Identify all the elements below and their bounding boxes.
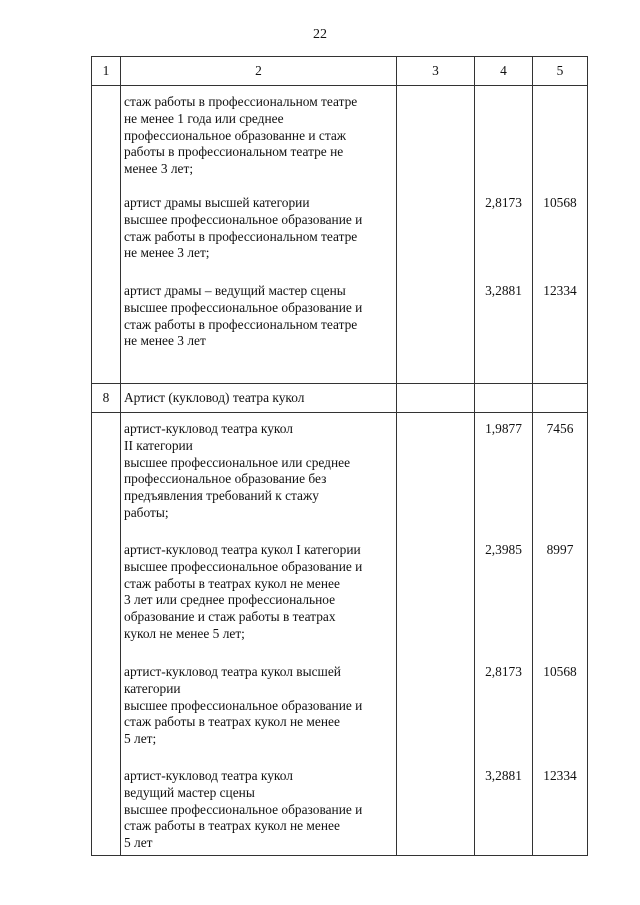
header-cell: 4 bbox=[475, 57, 533, 86]
coefficient-value: 2,8173 bbox=[485, 195, 522, 210]
position-cell bbox=[121, 86, 397, 384]
salary-value: 8997 bbox=[546, 542, 574, 557]
header-cell: 1 bbox=[92, 57, 121, 86]
salary-value: 7456 bbox=[546, 421, 574, 436]
coefficient-value: 2,3985 bbox=[485, 542, 522, 557]
entry-text: артист-кукловод театра кукол высшей категории высшее профессиональное образование и стаж работы в театрах кукол не менее 5 лет; bbox=[124, 664, 363, 747]
salary-value: 12334 bbox=[543, 768, 577, 783]
empty-cell bbox=[397, 413, 475, 856]
entry-text: артист-кукловод театра кукол I категории высшее профессиональное образование и стаж работы в театрах кукол не менее 3 лет или среднее профессиональное образование и стаж работы в театрах кукол не менее 5 лет; bbox=[124, 542, 363, 641]
table-row bbox=[92, 413, 588, 856]
row-number-cell bbox=[92, 86, 121, 384]
salary-value: 10568 bbox=[543, 195, 577, 210]
entry-text: артист драмы высшей категории высшее профессиональное образование и стаж работы в профессиональном театре не менее 3 лет; bbox=[124, 195, 363, 261]
row-number-cell bbox=[92, 413, 121, 856]
table-row bbox=[92, 86, 588, 384]
header-cell: 2 bbox=[121, 57, 397, 86]
header-cell: 3 bbox=[397, 57, 475, 86]
entry-text: артист-кукловод театра кукол ведущий мастер сцены высшее профессиональное образование и стаж работы в театрах кукол не менее 5 лет bbox=[124, 768, 363, 851]
salary-table bbox=[91, 56, 588, 856]
section-title-text: Артист (кукловод) театра кукол bbox=[124, 390, 305, 405]
table-header-row bbox=[92, 57, 588, 86]
section-title bbox=[121, 384, 397, 413]
section-row bbox=[92, 384, 588, 413]
position-cell bbox=[121, 413, 397, 856]
page-number: 22 bbox=[313, 27, 327, 42]
coefficient-cell bbox=[475, 86, 533, 384]
coefficient-value: 3,2881 bbox=[485, 283, 522, 298]
salary-cell bbox=[533, 86, 588, 384]
empty-cell bbox=[397, 86, 475, 384]
coefficient-value: 1,9877 bbox=[485, 421, 522, 436]
coefficient-cell bbox=[475, 413, 533, 856]
section-number: 8 bbox=[92, 384, 121, 413]
empty-cell bbox=[397, 384, 475, 413]
empty-cell bbox=[533, 384, 588, 413]
entry-text: артист-кукловод театра кукол II категории высшее профессиональное или среднее профессиональное образование без предъявления требований к стажу работы; bbox=[124, 421, 351, 520]
salary-value: 10568 bbox=[543, 664, 577, 679]
salary-cell bbox=[533, 413, 588, 856]
salary-value: 12334 bbox=[543, 283, 577, 298]
entry-text: стаж работы в профессиональном театре не менее 1 года или среднее профессиональное образованне и стаж работы в профессиональном театре не менее 3 лет; bbox=[124, 94, 358, 177]
empty-cell bbox=[475, 384, 533, 413]
header-cell: 5 bbox=[533, 57, 588, 86]
coefficient-value: 3,2881 bbox=[485, 768, 522, 783]
entry-text: артист драмы – ведущий мастер сцены высшее профессиональное образование и стаж работы в профессиональном театре не менее 3 лет bbox=[124, 283, 363, 349]
coefficient-value: 2,8173 bbox=[485, 664, 522, 679]
